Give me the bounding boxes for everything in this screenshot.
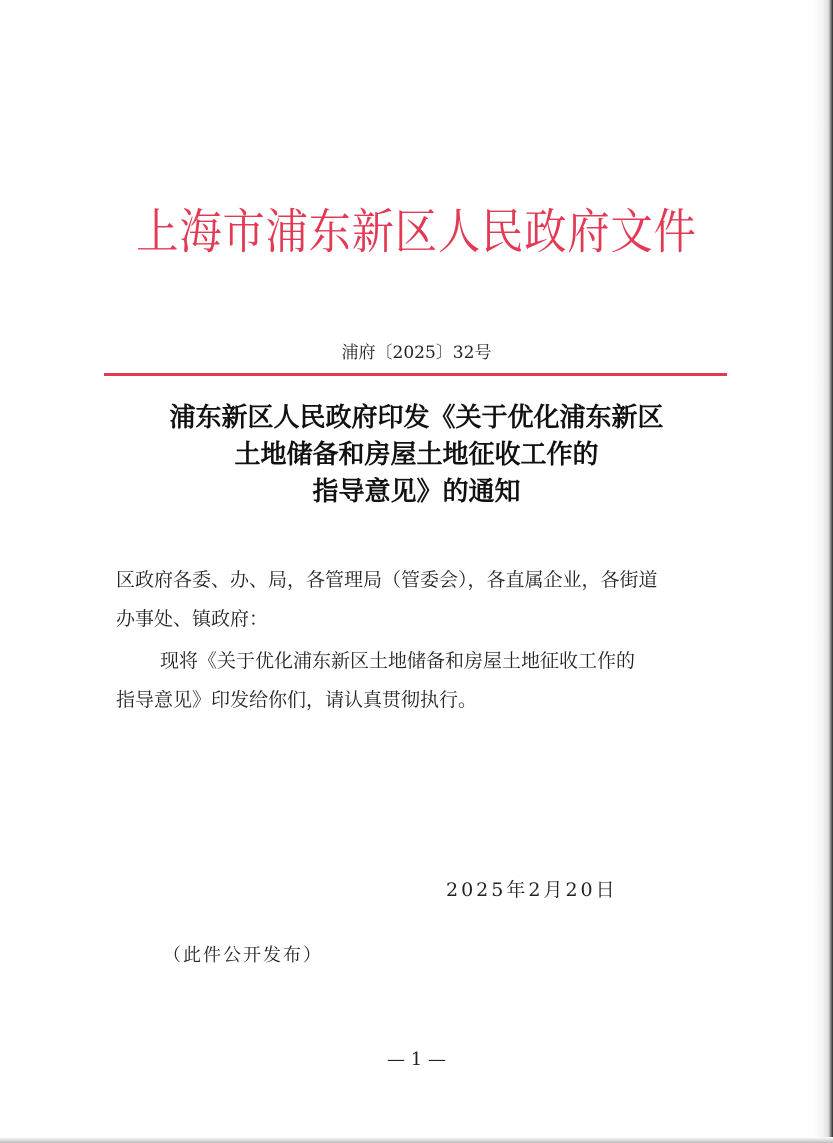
body-paragraph-line-2: 指导意见》印发给你们，请认真贯彻执行。 xyxy=(116,689,478,711)
scanned-page-edge xyxy=(811,0,833,1143)
scanned-bottom-edge xyxy=(0,1137,833,1143)
recipients-line-2: 办事处、镇政府： xyxy=(116,608,269,630)
document-title xyxy=(0,400,833,511)
issue-date: 2025年2月20日 xyxy=(446,879,618,901)
publication-note: （此件公开发布） xyxy=(163,945,323,966)
document-number: 浦府〔2025〕32号 xyxy=(341,343,492,363)
title-line-2: 土地储备和房屋土地征收工作的 xyxy=(234,440,599,470)
issuer-red-header: 上海市浦东新区人民政府文件 xyxy=(136,204,697,260)
red-separator-line xyxy=(104,373,727,376)
body-paragraph-line-1: 现将《关于优化浦东新区土地储备和房屋土地征收工作的 xyxy=(160,650,636,672)
page-number: — 1 — xyxy=(387,1049,446,1070)
title-line-3: 指导意见》的通知 xyxy=(312,477,521,507)
recipients-line-1: 区政府各委、办、局，各管理局（管委会），各直属企业，各街道 xyxy=(116,569,658,591)
title-line-1: 浦东新区人民政府印发《关于优化浦东新区 xyxy=(169,403,664,433)
